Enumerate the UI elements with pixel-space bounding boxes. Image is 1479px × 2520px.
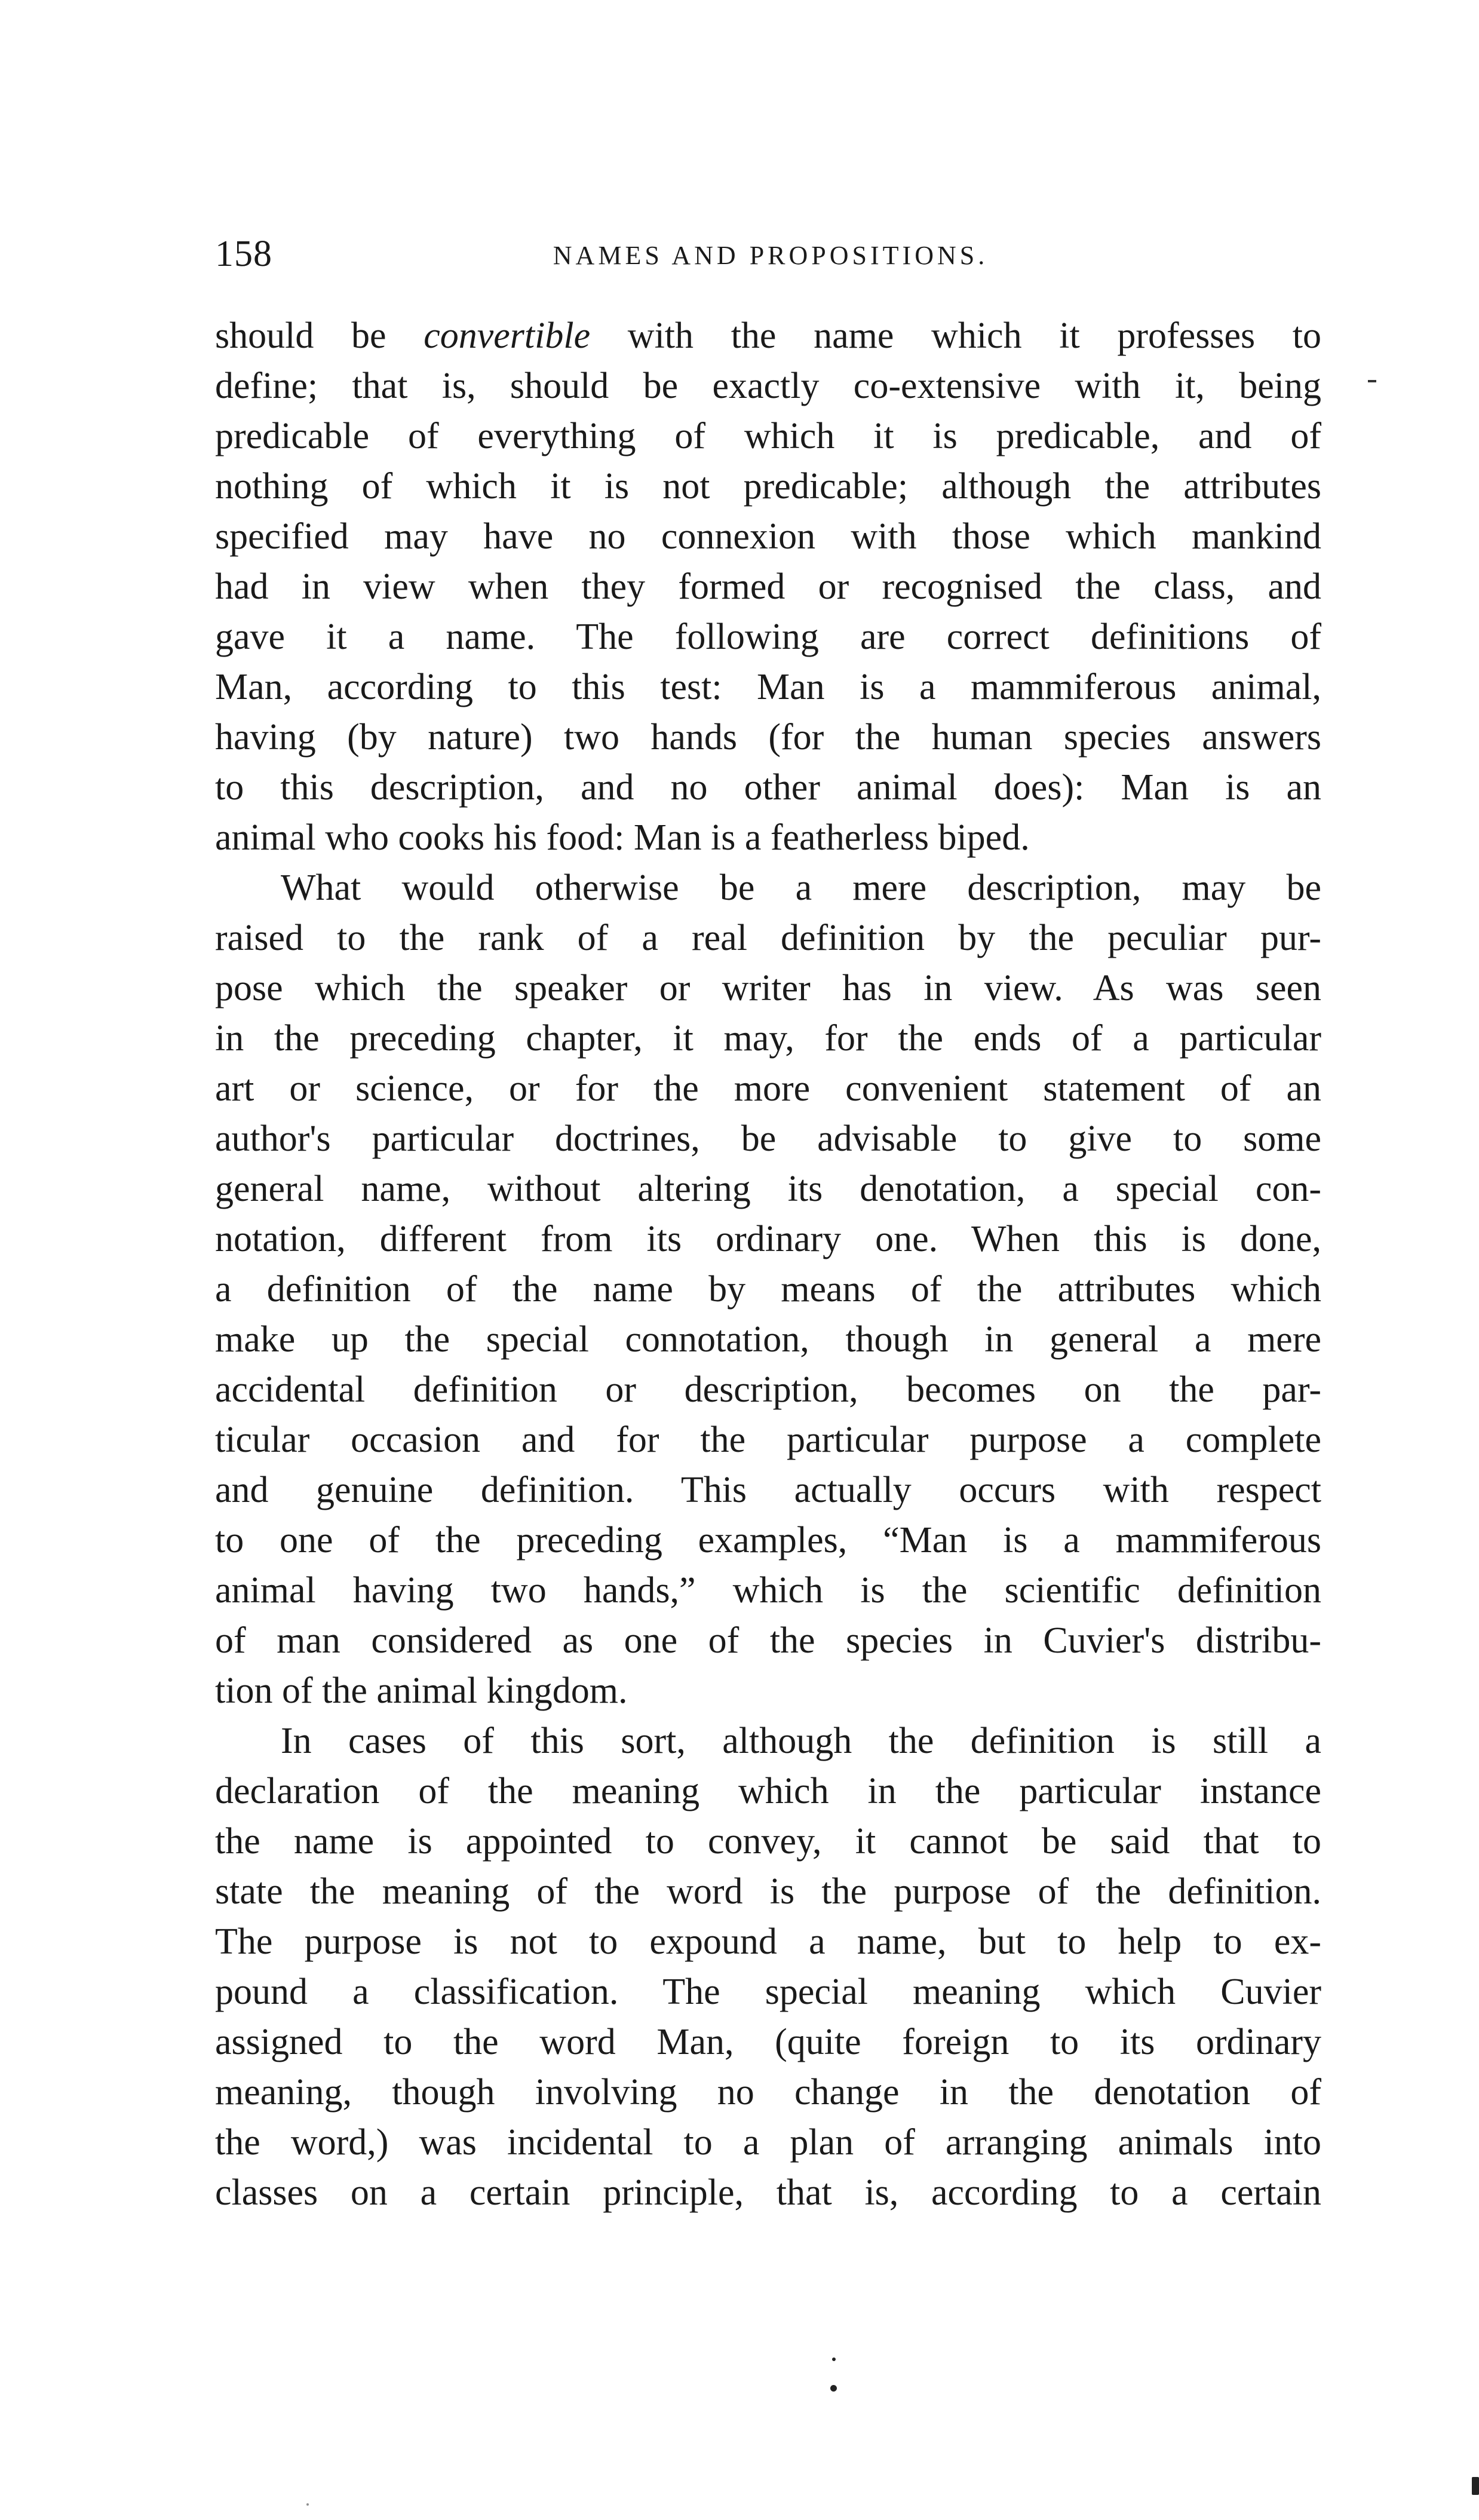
text-line [215,813,1321,863]
text-line [215,662,1321,712]
text-run: art or science, or for the more convenient statement of an [215,1068,1321,1109]
text-run: make up the special connotation, though in general a mere [215,1319,1321,1360]
running-title: NAMES AND PROPOSITIONS. [553,241,989,270]
text-run: the name is appointed to convey, it cannot be said that to [215,1821,1321,1862]
text-line [215,913,1321,963]
text-run: ticular occasion and for the particular purpose a complete [215,1420,1321,1460]
text-line [215,712,1321,762]
text-line [215,1816,1321,1866]
paragraph [215,311,1321,863]
text-line [215,1866,1321,1917]
text-run: declaration of the meaning which in the particular instance [215,1771,1321,1811]
text-line [215,1415,1321,1465]
text-line [215,511,1321,562]
text-run: a definition of the name by means of the attributes which [215,1269,1321,1310]
text-run: In cases of this sort, although the definition is still a [281,1721,1321,1761]
text-run: notation, different from its ordinary one. When this is done, [215,1219,1321,1259]
text-line [215,411,1321,461]
text-line [215,963,1321,1013]
text-run: of man considered as one of the species in Cuvier's distribu- [215,1620,1321,1661]
text-line [215,1565,1321,1615]
text-run: assigned to the word Man, (quite foreign to its ordinary [215,2022,1321,2062]
text-run: define; that is, should be exactly co-extensive with it, being [215,366,1321,406]
body-text [215,311,1321,2218]
text-line [215,361,1321,411]
text-run: with the name which it professes to [590,315,1321,356]
text-run: accidental definition or description, becomes on the par- [215,1369,1321,1410]
text-run: the word,) was incidental to a plan of arranging animals into [215,2122,1321,2163]
text-line [215,1967,1321,2017]
text-line [215,612,1321,662]
text-line [215,863,1321,913]
text-run: in the preceding chapter, it may, for the ends of a particular [215,1018,1321,1059]
text-run: Man, according to this test: Man is a mammiferous animal, [215,667,1321,707]
text-line [215,1264,1321,1314]
text-line [215,1615,1321,1666]
text-run: to one of the preceding examples, “Man is a mammiferous [215,1520,1321,1561]
text-line [215,1766,1321,1816]
ink-speck [830,2385,837,2392]
text-line [215,461,1321,511]
text-line [215,1164,1321,1214]
text-run: gave it a name. The following are correct definitions of [215,617,1321,657]
text-line [215,762,1321,813]
text-run: state the meaning of the word is the purpose of the definition. [215,1871,1321,1912]
text-run: pound a classification. The special meaning which Cuvier [215,1972,1321,2012]
text-run: tion of the animal kingdom. [215,1670,628,1711]
page-number: 158 [215,234,272,274]
margin-mark [1368,380,1376,382]
text-line [215,1917,1321,1967]
text-line [215,2067,1321,2117]
text-line [215,1465,1321,1515]
text-line [215,1214,1321,1264]
emphasized-word: convertible [424,315,591,356]
text-run: predicable of everything of which it is predicable, and of [215,416,1321,456]
text-run: animal who cooks his food: Man is a featherless biped. [215,817,1030,858]
text-run: author's particular doctrines, be advisable to give to some [215,1118,1321,1159]
text-run: had in view when they formed or recognised the class, and [215,566,1321,607]
running-head [215,227,1326,281]
text-run: specified may have no connexion with those which mankind [215,516,1321,557]
text-run: meaning, though involving no change in the denotation of [215,2072,1321,2113]
text-line [215,311,1321,361]
text-line [215,2017,1321,2067]
text-line [215,1063,1321,1114]
text-line [215,562,1321,612]
ink-speck [1472,2477,1479,2495]
text-line [215,1716,1321,1766]
text-line [215,2117,1321,2168]
text-line [215,1666,1321,1716]
text-run: classes on a certain principle, that is, according to a certain [215,2172,1321,2213]
text-run: should be [215,315,424,356]
text-run: and genuine definition. This actually occurs with respect [215,1470,1321,1510]
text-run: What would otherwise be a mere description, may be [281,867,1321,908]
ink-speck [832,2357,836,2361]
text-run: to this description, and no other animal does): Man is an [215,767,1321,808]
text-run: general name, without altering its denotation, a special con- [215,1169,1321,1209]
text-run: having (by nature) two hands (for the human species answers [215,717,1321,758]
text-line [215,1013,1321,1063]
ink-speck [306,2503,309,2506]
text-line [215,1515,1321,1565]
text-run: The purpose is not to expound a name, but to help to ex- [215,1921,1321,1962]
paragraph [215,863,1321,1716]
text-line [215,2168,1321,2218]
text-run: pose which the speaker or writer has in view. As was seen [215,968,1321,1008]
text-run: animal having two hands,” which is the scientific definition [215,1570,1321,1611]
text-line [215,1314,1321,1365]
text-line [215,1114,1321,1164]
paragraph [215,1716,1321,2218]
text-run: raised to the rank of a real definition by the peculiar pur- [215,918,1321,958]
text-run: nothing of which it is not predicable; although the attributes [215,466,1321,507]
text-line [215,1365,1321,1415]
